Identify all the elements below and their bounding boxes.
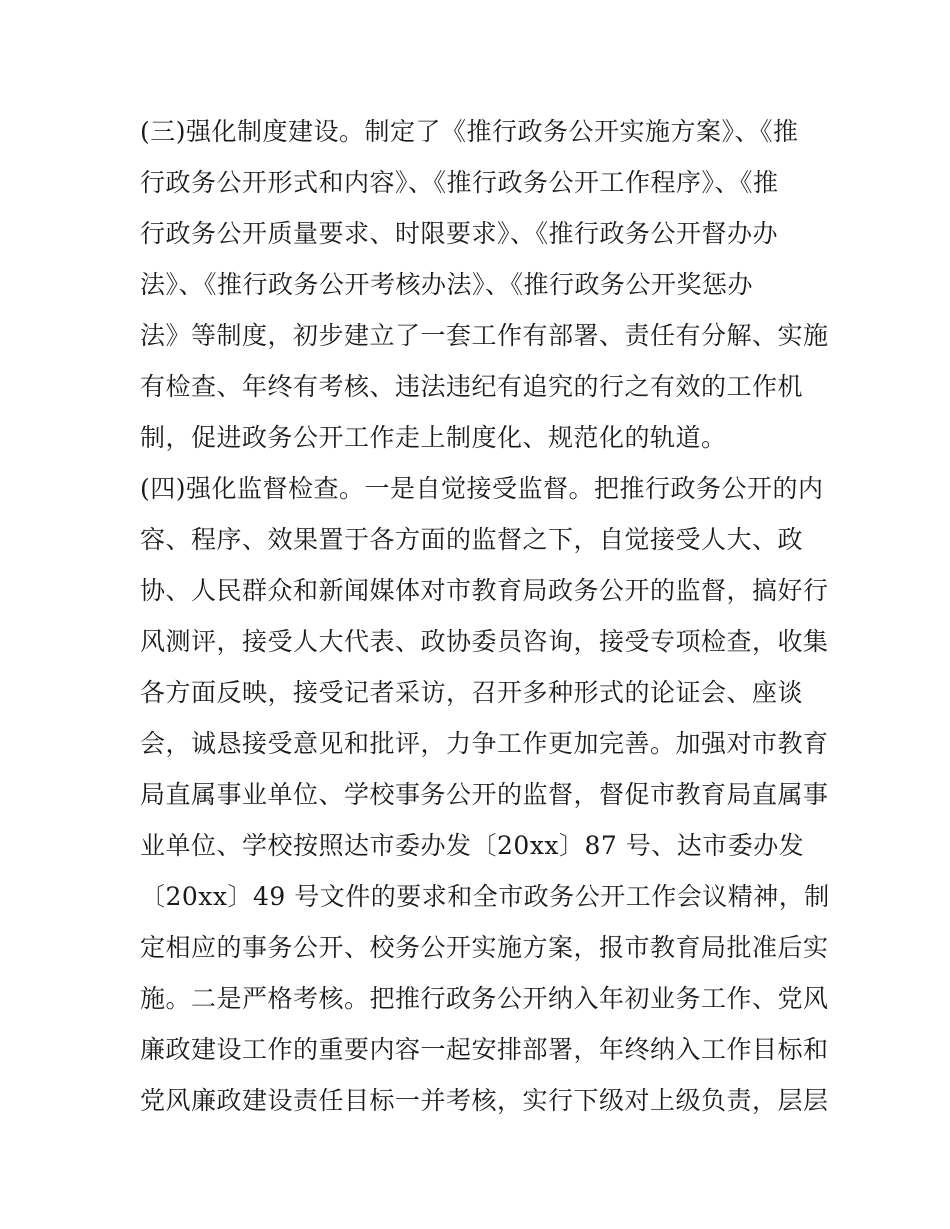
text-line: 容、程序、效果置于各方面的监督之下，自觉接受人大、政: [140, 525, 804, 554]
text-line: 制，促进政务公开工作走上制度化、规范化的轨道。: [140, 423, 727, 452]
text-line: 有检查、年终有考核、违法违纪有追究的行之有效的工作机: [140, 372, 804, 401]
text-line: (三)强化制度建设。制定了《推行政务公开实施方案》、《推: [140, 117, 799, 146]
text-line: 行政务公开形式和内容》、《推行政务公开工作程序》、《推: [140, 168, 779, 197]
text-line: 业单位、学校按照达市委办发〔20xx〕87 号、达市委办发: [140, 831, 805, 860]
text-line: 定相应的事务公开、校务公开实施方案，报市教育局批准后实: [140, 933, 829, 962]
text-line: 法》等制度，初步建立了一套工作有部署、责任有分解、实施: [140, 321, 829, 350]
text-line: (四)强化监督检查。一是自觉接受监督。把推行政务公开的内: [140, 474, 824, 503]
text-line: 会，诚恳接受意见和批评，力争工作更加完善。加强对市教育: [140, 729, 829, 758]
text-line: 局直属事业单位、学校事务公开的监督，督促市教育局直属事: [140, 780, 829, 809]
text-line: 廉政建设工作的重要内容一起安排部署，年终纳入工作目标和: [140, 1035, 829, 1064]
text-line: 协、人民群众和新闻媒体对市教育局政务公开的监督，搞好行: [140, 576, 829, 605]
text-line: 〔20xx〕49 号文件的要求和全市政务公开工作会议精神，制: [140, 882, 830, 911]
text-line: 党风廉政建设责任目标一并考核，实行下级对上级负责，层层: [140, 1086, 829, 1115]
text-line: 风测评，接受人大代表、政协委员咨询，接受专项检查，收集: [140, 627, 829, 656]
text-line: 行政务公开质量要求、时限要求》、《推行政务公开督办办: [140, 219, 779, 248]
text-line: 各方面反映，接受记者采访，召开多种形式的论证会、座谈: [140, 678, 804, 707]
text-line: 法》、《推行政务公开考核办法》、《推行政务公开奖惩办: [140, 270, 754, 299]
text-line: 施。二是严格考核。把推行政务公开纳入年初业务工作、党风: [140, 984, 829, 1013]
body-text: [140, 106, 830, 1126]
